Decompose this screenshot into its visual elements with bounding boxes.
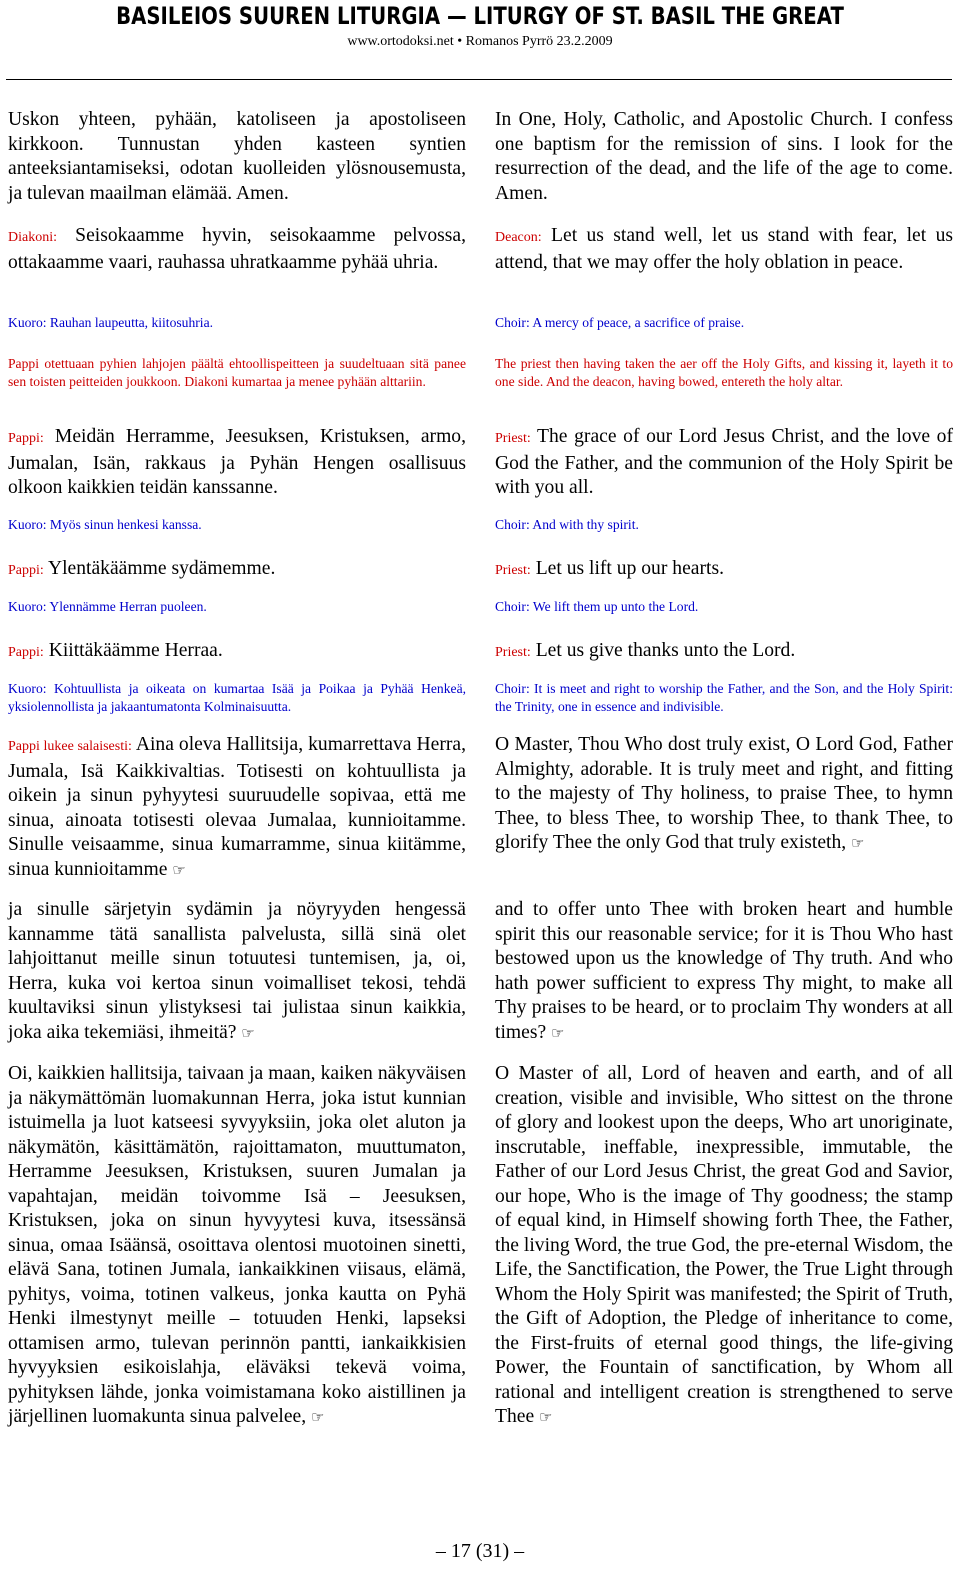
choir-response-en: Choir: A mercy of peace, a sacrifice of praise. — [495, 315, 745, 330]
priest-exclamation-en: Priest: Let us lift up our hearts. — [495, 558, 724, 579]
deacon-label: Deacon: — [495, 230, 542, 245]
anaphora-prayer-en: O Master of all, Lord of heaven and earth, and of all creation, visible and invisible, Who sittest on the throne of glory and lookest upon the deeps, Who art unoriginate, inscrutable, ineffable, inexpressible, immutable, the Father of our Lord Jesus Christ, the great God and Savior, our hope, Who is the image of Thy goodness; the stamp of equal kind, in Himself showing forth Thee, the Father, the living Word, the true God, the pre-eternal Wisdom, the Life, the Sanctification, the Power, the True Light through Whom the Holy Spirit was manifested; the Spirit of Truth, the Gift of Adoption, the Pledge of inheritance to come, the First-fruits of eternal good things, the life-giving Power, the Fountain of sanctification, by Whom all rational and intelligent creation is strengthened to serve Thee ☞ — [495, 1063, 953, 1427]
hand-pointer-icon: ☞ — [539, 1408, 553, 1426]
choir-response-en: Choir: We lift them up unto the Lord. — [495, 599, 699, 614]
hand-pointer-icon: ☞ — [241, 1023, 255, 1042]
priest-blessing-fi: Pappi: Meidän Herramme, Jeesuksen, Kristuksen, armo, Jumalan, Isän, rakkaus ja Pyhän Hengen osallisuus olkoon kaikkien teidän kanssanne. — [8, 426, 467, 498]
choir-response-fi: Kuoro: Myös sinun henkesi kanssa. — [8, 517, 202, 532]
creed-ending-fi: Uskon yhteen, pyhään, katoliseen ja apostoliseen kirkkoon. Tunnustan yhden kasteen syntien anteeksiantamiseksi, odotan kuolleiden ylösnousemusta, ja tulevan maailman elämää. Amen. — [8, 109, 466, 204]
header-divider — [6, 79, 952, 80]
priest-exclamation-fi: Pappi: Kiittäkäämme Herraa. — [8, 640, 223, 661]
deacon-label: Diakoni: — [8, 230, 57, 245]
hand-pointer-icon: ☞ — [851, 834, 865, 852]
priest-secretly-label: Pappi lukee salaisesti: — [8, 739, 132, 754]
priest-label: Priest: — [495, 563, 531, 578]
hand-pointer-icon: ☞ — [551, 1023, 565, 1042]
choir-response-fi: Kuoro: Ylennämme Herran puoleen. — [8, 599, 207, 614]
document-title: BASILEIOS SUUREN LITURGIA — LITURGY OF ST. BASIL THE GREAT — [116, 2, 844, 30]
deacon-exclamation-fi: Diakoni: Seisokaamme hyvin, seisokaamme pelvossa, ottakaamme vaari, rauhassa uhratkaamme pyhää uhria. — [8, 225, 466, 273]
choir-response-fi: Kuoro: Kohtuullista ja oikeata on kumartaa Isää ja Poikaa ja Pyhää Henkeä, yksiolennollista ja jakaantumatonta Kolminaisuutta. — [8, 681, 466, 714]
document-subtitle: www.ortodoksi.net • Romanos Pyrrö 23.2.2009 — [347, 34, 613, 49]
priest-label: Pappi: — [8, 645, 44, 660]
hand-pointer-icon: ☞ — [311, 1408, 325, 1426]
priest-exclamation-en: Priest: Let us give thanks unto the Lord. — [495, 640, 796, 661]
priest-blessing-en: Priest: The grace of our Lord Jesus Christ, and the love of God the Father, and the communion of the Holy Spirit be with you all. — [495, 426, 954, 498]
choir-response-en: Choir: It is meet and right to worship the Father, and the Son, and the Holy Spirit: the Trinity, one in essence and indivisible. — [495, 681, 953, 714]
creed-ending-en: In One, Holy, Catholic, and Apostolic Church. I confess one baptism for the remission of sins. I look for the resurrection of the dead, and the life of the age to come. Amen. — [495, 109, 953, 204]
anaphora-prayer-en: and to offer unto Thee with broken heart and humble spirit this our reasonable service; for it is Thou Who hast bestowed upon us the knowledge of Thy truth. And who hath power sufficient to express Thy might, to make all Thy praises to be heard, or to proclaim Thy wonders at all times? ☞ — [495, 899, 953, 1043]
anaphora-prayer-fi: Oi, kaikkien hallitsija, taivaan ja maan, kaiken näkyväisen ja näkymättömän luomakunnan Herra, joka istut kunnian istuimella ja luot katseesi syvyyksiin, joka olet aluton ja näkymätön, käsittämätön, rajoittamaton, muuttumaton, Herramme Jeesuksen, Kristuksen, suuren Jumalan ja vapahtajan, meidän toivomme Isä – Jeesuksen, Kristuksen, joka on sinun hyvyytesi kuva, itsessänsä sinua, omaa Isäänsä, osoittava olentosi muotoinen sinetti, elävä Sana, totinen Jumala, iankaikkinen viisaus, elämä, pyhitys, voima, totinen valkeus, jonka kautta on Pyhä Henki ilmestynyt meille – totuuden Henki, lapseksi ottamisen armo, tulevan perinnön pantti, iankaikkisien hyvyyksien esikoislahja, eläväksi tekevä voima, pyhityksen lähde, jonka voimistamana koko aistillinen ja järjellinen luomakunta sinua palvelee, ☞ — [8, 1063, 466, 1427]
anaphora-prayer-fi: Pappi lukee salaisesti: Aina oleva Hallitsija, kumarrettava Herra, Jumala, Isä Kaikkivaltias. Totisesti on kohtuullista ja oikein ja sinun pyhyytesi suuruudelle sopivaa, että me sinua, ainoata totisesti olevaa Jumalaa, kunnioitamme. Sinulle veisaamme, sinua kumarramme, sinua kiitämme, sinua kunnioitamme ☞ — [8, 734, 466, 880]
priest-label: Pappi: — [8, 431, 44, 446]
priest-label: Priest: — [495, 431, 531, 446]
priest-exclamation-fi: Pappi: Ylentäkäämme sydämemme. — [8, 558, 276, 579]
anaphora-prayer-en: O Master, Thou Who dost truly exist, O Lord God, Father Almighty, adorable. It is truly meet and right, and fitting to the majesty of Thy holiness, to praise Thee, to hymn Thee, to bless Thee, to worship Thee, to thank Thee, to glorify Thee the only God that truly existeth, ☞ — [495, 734, 953, 853]
priest-label: Priest: — [495, 645, 531, 660]
choir-response-fi: Kuoro: Rauhan laupeutta, kiitosuhria. — [8, 315, 213, 330]
deacon-exclamation-en: Deacon: Let us stand well, let us stand with fear, let us attend, that we may offer the holy oblation in peace. — [495, 225, 953, 273]
rubric-fi: Pappi otettuaan pyhien lahjojen päältä ehtoollispeitteen ja suudeltuaan sitä panee sen toisten peitteiden joukkoon. Diakoni kumartaa ja menee pyhään alttariin. — [8, 356, 466, 389]
priest-label: Pappi: — [8, 563, 44, 578]
page-number: – 17 (31) – — [435, 1540, 525, 1562]
choir-response-en: Choir: And with thy spirit. — [495, 517, 639, 532]
rubric-en: The priest then having taken the aer off the Holy Gifts, and kissing it, layeth it to one side. And the deacon, having bowed, entereth the holy altar. — [495, 356, 953, 389]
hand-pointer-icon: ☞ — [172, 860, 186, 879]
anaphora-prayer-fi: ja sinulle särjetyin sydämin ja nöyryyden hengessä kannamme tätä sanallista palvelusta, sillä sinä olet lahjoittanut meille sinun totuutesi tuntemisen, ja, oi, Herra, kuka voi kertoa sinun voimalliset tekosi, tehdä kuultaviksi sinun ylistyksesi tai julistaa sinun kaikkia, joka aika tekemiäsi, ihmeitä? ☞ — [8, 899, 466, 1043]
